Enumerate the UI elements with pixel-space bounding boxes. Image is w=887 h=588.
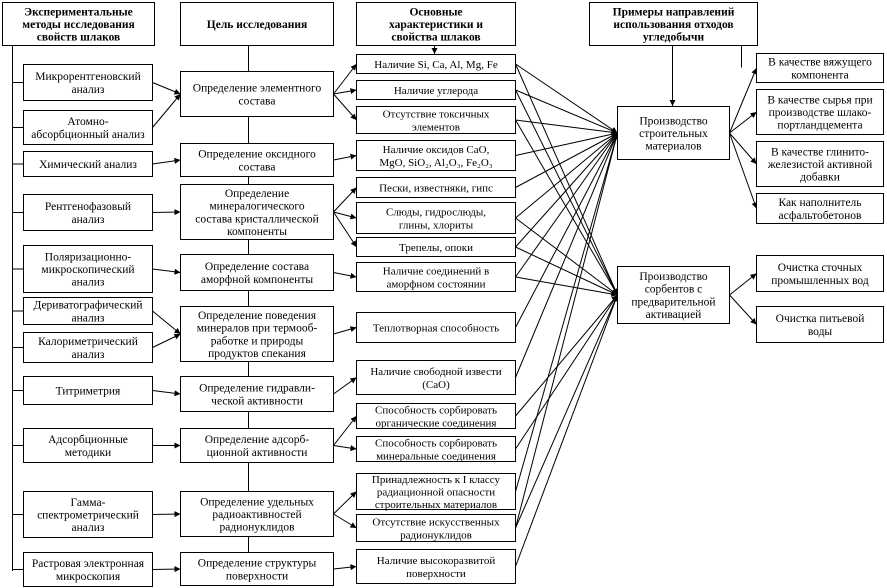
example-box-text-line: железистой активной [767, 159, 873, 171]
characteristic-box-text-line: Наличие свободной извести [370, 366, 502, 379]
characteristic-box-text-line: Наличие соединений в [382, 265, 490, 278]
method-box-text-line: Химический анализ [39, 159, 137, 171]
characteristic-box-text-line: поверхности [406, 567, 466, 580]
header-purpose [181, 3, 334, 46]
characteristic-box [357, 515, 516, 542]
example-box-text-line: Как наполнитель [778, 197, 862, 210]
method-box-text-line: Растровая электронная [31, 558, 145, 571]
purpose-box-text-line: компоненты [227, 225, 287, 238]
example-box-text-line: промышленных вод [771, 274, 869, 287]
purpose-box [181, 377, 334, 412]
header-usage [590, 3, 758, 46]
purpose-box [181, 185, 334, 240]
method-box-text-line: анализ [71, 83, 105, 96]
direction-box-text-line: активацией [645, 308, 702, 321]
connector-arrow [516, 133, 618, 492]
connector-arrow [334, 378, 357, 395]
example-box [757, 256, 884, 292]
direction-box-text-line: Производство [639, 115, 708, 128]
direction-box [618, 107, 730, 160]
characteristic-box [357, 203, 516, 234]
connector-arrow [153, 83, 181, 95]
purpose-box-text-line: состава кристаллической [195, 213, 319, 226]
purpose-box [181, 307, 334, 362]
characteristic-box-text-line: Наличие углерода [393, 85, 479, 97]
characteristic-box-text-line: Наличие Si, Ca, Al, Mg, Fe [374, 59, 498, 71]
example-box [757, 54, 884, 83]
connector-arrow [730, 133, 757, 209]
purpose-box [181, 144, 334, 177]
example-box [757, 142, 884, 187]
purpose-box-text-line: Определение гидравли- [199, 382, 315, 395]
purpose-box-text-line: Определение поведения [197, 310, 317, 323]
example-box-text-line: компонента [791, 69, 849, 82]
method-box-text-line: микроскопия [55, 570, 121, 583]
direction-box-text-line: строительных [639, 128, 708, 140]
characteristic-box-text-line: глины, хлориты [398, 219, 474, 232]
direction-box-text-line: материалов [645, 140, 702, 153]
connector-arrow [516, 133, 618, 156]
connector-arrow [334, 188, 357, 213]
connector-arrow [516, 277, 618, 295]
characteristic-box-text-line: аморфном состоянии [386, 278, 486, 291]
purpose-box-text-line: состава [238, 161, 276, 174]
method-box-text-line: анализ [71, 312, 105, 325]
characteristic-box [357, 107, 516, 134]
method-box-text-line: Гамма- [70, 496, 106, 509]
connector-arrow [730, 274, 757, 296]
characteristic-box-text-line: MgO, SiO₂, Al₂O₃, Fe₂O₃ [379, 156, 493, 169]
purpose-box [181, 553, 334, 586]
example-box-text-line: Очистка питьевой [775, 313, 865, 326]
method-box-text-line: Калориметрический [38, 336, 138, 349]
characteristic-box [357, 474, 516, 512]
example-box-text-line: В качестве глинито- [770, 146, 870, 159]
header-characteristics-text-line: свойства шлаков [391, 31, 481, 44]
characteristic-box-text-line: органические соединения [375, 417, 497, 430]
method-box [24, 152, 153, 177]
purpose-box-text-line: Определение элементного [192, 82, 322, 95]
header-characteristics [357, 3, 516, 46]
purpose-box [181, 72, 334, 117]
method-box [24, 246, 153, 293]
method-box [24, 195, 153, 231]
header-methods-text-line: свойств шлаков [36, 31, 121, 44]
characteristic-box-text-line: Отсутствие искусственных [372, 516, 500, 529]
characteristic-box-text-line: Способность сорбировать [375, 437, 497, 450]
connector-arrow [153, 311, 181, 334]
purpose-box-text-line: минералов при термооб- [196, 322, 318, 335]
method-box-text-line: анализ [71, 276, 105, 289]
purpose-box-text-line: аморфной компоненты [200, 273, 314, 286]
method-box [24, 429, 153, 463]
method-box-text-line: Поляризационно- [44, 251, 132, 264]
direction-box-text-line: сорбентов с [644, 283, 703, 296]
purpose-box-text-line: состава [238, 95, 276, 108]
connector-arrow [153, 334, 181, 348]
method-box-text-line: анализ [71, 213, 105, 226]
connector-arrow [153, 269, 181, 273]
characteristic-box [357, 81, 516, 100]
method-box-text-line: анализ [71, 522, 105, 535]
characteristic-box-text-line: радиационной опасности [376, 486, 496, 499]
connector-arrow [334, 567, 357, 570]
purpose-box-text-line: Определение [224, 188, 290, 201]
method-box [24, 298, 153, 325]
purpose-box-text-line: радиоактивностей [212, 509, 302, 521]
example-box-text-line: воды [807, 325, 833, 338]
purpose-box-text-line: ционной активности [206, 446, 308, 459]
example-box-text-line: В качестве вяжущего [768, 56, 872, 69]
method-box-text-line: Рентгенофазовый [44, 201, 132, 214]
purpose-box-text-line: минералогического [209, 200, 305, 213]
connector-arrow [730, 133, 757, 164]
characteristic-box-text-line: строительных материалов [374, 499, 498, 512]
characteristic-box [357, 263, 516, 292]
connector-arrow [334, 446, 357, 450]
header-methods [3, 3, 155, 46]
characteristic-box-text-line: Принадлежность к I классу [371, 473, 501, 486]
example-box [757, 90, 884, 135]
method-box-text-line: микроскопический [41, 264, 135, 276]
characteristic-box [357, 404, 516, 430]
characteristic-box [357, 55, 516, 74]
characteristic-box [357, 550, 516, 584]
connector-arrow [516, 295, 618, 449]
characteristic-box [357, 238, 516, 257]
characteristic-box-text-line: радионуклидов [400, 529, 472, 542]
example-box-text-line: производстве шлако- [768, 107, 872, 119]
purpose-box-text-line: Определение структуры [197, 557, 317, 570]
purpose-box-text-line: продуктов спекания [208, 347, 306, 360]
connector-arrow [334, 64, 357, 94]
method-box-text-line: спектрометрический [37, 509, 139, 522]
characteristic-box-text-line: Наличие оксидов CaO, [382, 144, 490, 157]
example-box-text-line: В качестве сырья при [767, 94, 873, 107]
characteristic-box-text-line: Трепелы, опоки [399, 242, 473, 254]
example-box-text-line: добавки [800, 171, 840, 184]
purpose-box [181, 429, 334, 463]
method-box [24, 333, 153, 363]
connector-arrow [334, 90, 357, 94]
characteristic-box-text-line: минеральные соединения [376, 450, 496, 463]
connector-arrow [153, 94, 181, 128]
example-box [757, 307, 884, 343]
example-box-text-line: асфальтобетонов [778, 209, 862, 222]
connector-arrow [334, 492, 357, 515]
characteristic-box-text-line: Теплотворная способность [372, 322, 500, 335]
method-box [24, 65, 153, 101]
header-usage-text-line: использования отходов [613, 19, 734, 31]
method-box-text-line: Микрорентгеновский [35, 71, 141, 84]
purpose-box-text-line: Определение оксидного [198, 148, 316, 161]
purpose-box [181, 492, 334, 537]
purpose-box [181, 255, 334, 291]
method-box-text-line: Атомно- [67, 116, 109, 129]
characteristic-box [357, 361, 516, 395]
method-box-text-line: анализ [71, 348, 105, 361]
header-characteristics-text-line: характеристики и [388, 19, 484, 31]
purpose-box-text-line: Определение адсорб- [204, 434, 310, 447]
characteristic-box-text-line: Наличие высокоразвитой [376, 555, 496, 568]
characteristic-box-text-line: Способность сорбировать [375, 404, 497, 417]
example-box [757, 194, 884, 224]
characteristic-box [357, 437, 516, 463]
characteristic-box [357, 313, 516, 343]
connector-arrow [334, 328, 357, 335]
connector-arrow [153, 212, 181, 213]
connector-arrow [153, 514, 181, 515]
header-usage-text-line: угледобычи [642, 31, 705, 44]
connector-arrow [153, 160, 181, 164]
example-box-text-line: портландцемента [777, 119, 863, 132]
purpose-box-text-line: радионуклидов [219, 521, 295, 534]
method-box [24, 377, 153, 405]
connector-arrow [334, 156, 357, 161]
connector-arrow [730, 295, 757, 325]
method-box-text-line: Титриметрия [55, 385, 121, 398]
connector-arrow [153, 391, 181, 395]
connector-arrow [334, 273, 357, 278]
direction-box-text-line: Производство [639, 271, 708, 284]
purpose-box-text-line: работке и природы [210, 335, 304, 348]
purpose-box-text-line: поверхности [225, 570, 289, 583]
direction-box [618, 267, 730, 324]
method-box [24, 492, 153, 538]
connector-arrow [334, 514, 357, 528]
connector-arrow [516, 295, 618, 567]
direction-box-text-line: предварительной [631, 296, 716, 309]
characteristic-box-text-line: Пески, известняки, гипс [379, 182, 493, 195]
connector-arrow [730, 68, 757, 133]
header-characteristics-text-line: Основные [409, 6, 463, 19]
connector-arrow [334, 416, 357, 446]
method-box-text-line: Дериватографический [33, 299, 143, 312]
header-usage-text-line: Примеры направлений [612, 6, 735, 19]
connector-arrow [334, 94, 357, 120]
header-methods-text-line: Экспериментальные [24, 6, 133, 19]
method-box-text-line: Адсорбционные [48, 434, 128, 447]
boxes [3, 3, 884, 587]
characteristic-box-text-line: Отсутствие токсичных [382, 108, 490, 121]
purpose-box-text-line: Определение удельных [200, 496, 314, 509]
characteristic-box-text-line: Слюды, гидрослюды, [385, 206, 487, 219]
method-box [24, 553, 153, 587]
purpose-box-text-line: Определение состава [204, 261, 310, 274]
characteristic-box-text-line: элементов [412, 121, 460, 134]
method-box [24, 111, 153, 145]
header-methods-text-line: методы исследования [22, 19, 135, 31]
connector-arrow [153, 569, 181, 570]
purpose-box-text-line: ческой активности [211, 395, 303, 408]
characteristic-box [357, 178, 516, 198]
characteristic-box-text-line: (CaO) [422, 378, 450, 391]
method-box-text-line: методики [64, 446, 112, 459]
characteristic-box [357, 141, 516, 171]
method-box-text-line: абсорбционный анализ [31, 128, 145, 141]
header-purpose-text-line: Цель исследования [206, 19, 308, 31]
example-box-text-line: Очистка сточных [777, 262, 863, 275]
